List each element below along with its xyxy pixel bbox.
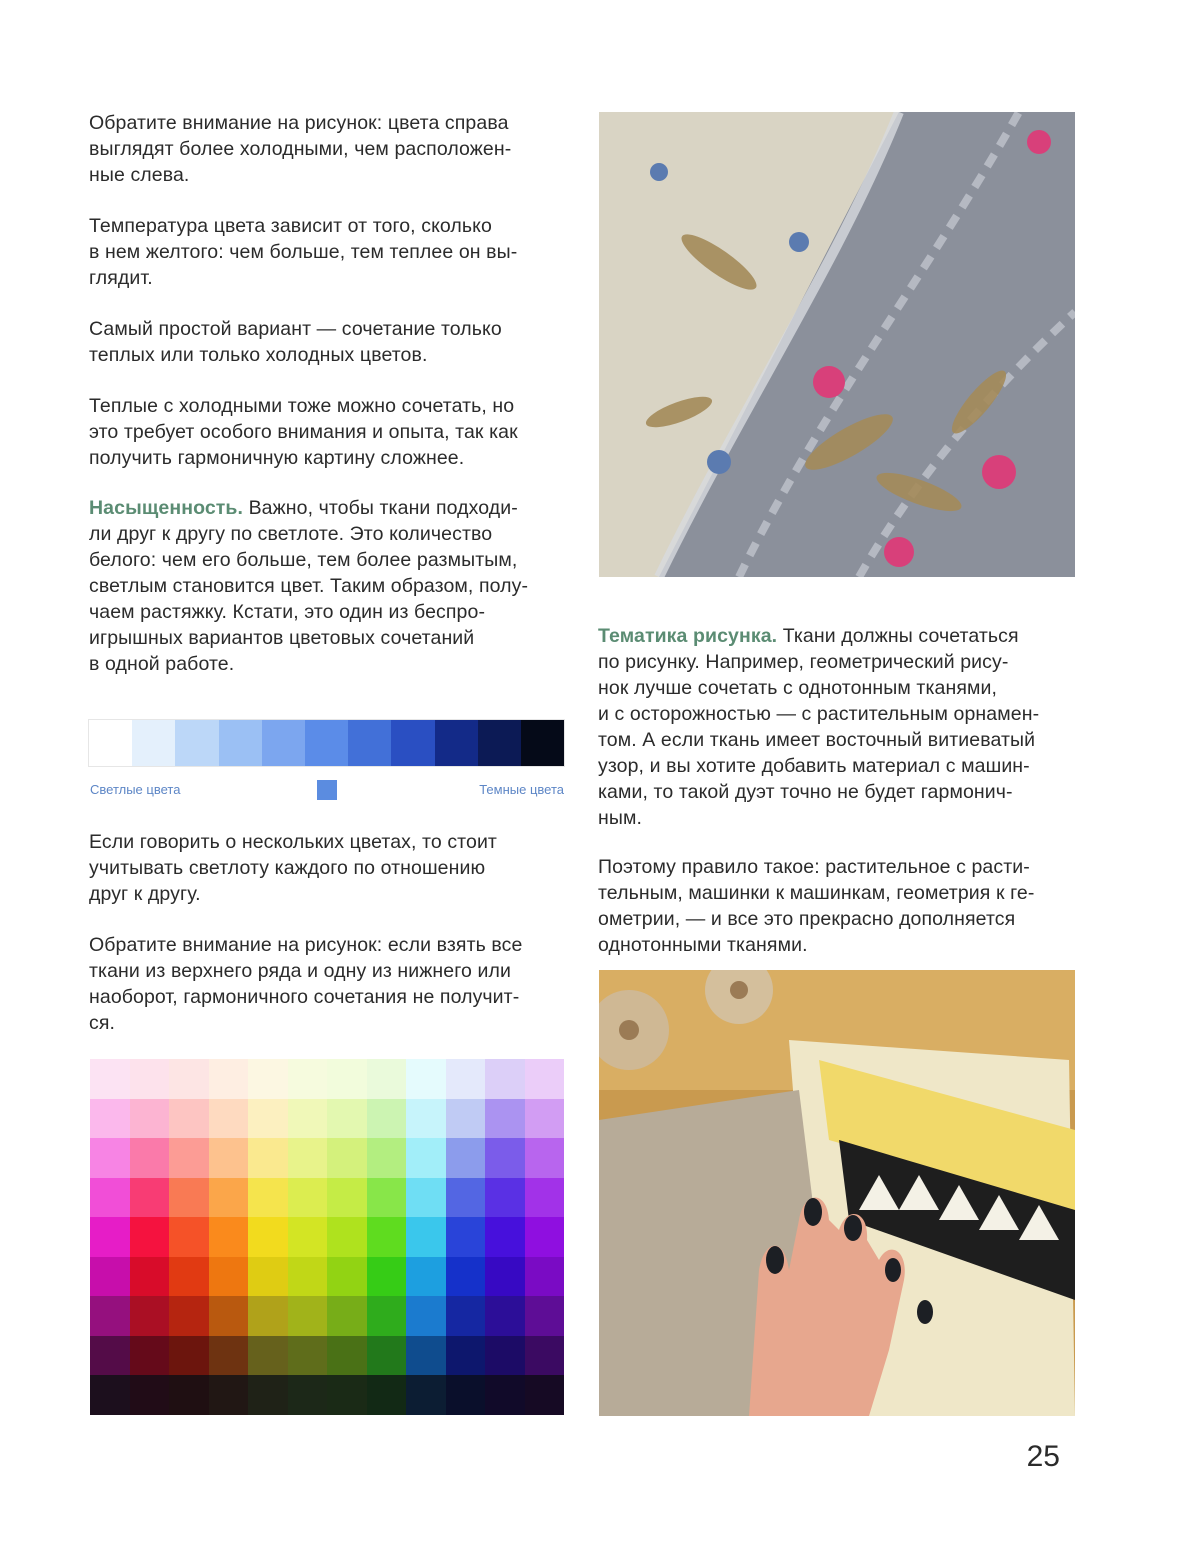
grid-cell	[90, 1138, 130, 1178]
grid-cell	[327, 1099, 367, 1139]
scale-label-light: Светлые цвета	[90, 782, 181, 797]
grid-cell	[406, 1059, 446, 1099]
grid-cell	[288, 1217, 328, 1257]
grid-cell	[248, 1138, 288, 1178]
pattern-theme-text: Ткани должны сочетаться по рисунку. Например, геометрический рису- нок лучше сочетать с однотонным тканями, и с осторожностью — с растительным орнамен- том. А если ткань имеет восточный витиеватый узор, и вы хотите добавить материал с машин- ками, то такой дуэт точно не будет гармонич- ным.	[598, 625, 1040, 829]
scale-swatch	[305, 720, 348, 766]
grid-cell	[248, 1375, 288, 1415]
grid-cell	[327, 1296, 367, 1336]
grid-cell	[446, 1099, 486, 1139]
grid-cell	[327, 1375, 367, 1415]
scale-swatch	[478, 720, 521, 766]
paragraph-color-temperature-intro: Обратите внимание на рисунок: цвета справа выглядят более холодными, чем расположен- ные слева.	[89, 112, 512, 186]
grid-cell	[525, 1257, 565, 1297]
grid-cell	[90, 1296, 130, 1336]
grid-cell	[288, 1375, 328, 1415]
grid-cell	[406, 1257, 446, 1297]
scale-marker-swatch	[317, 780, 337, 800]
grid-cell	[169, 1178, 209, 1218]
grid-cell	[288, 1099, 328, 1139]
grid-cell	[327, 1138, 367, 1178]
grid-cell	[209, 1178, 249, 1218]
floral-fabric-photo	[599, 112, 1075, 577]
scale-swatch	[435, 720, 478, 766]
grid-cell	[525, 1059, 565, 1099]
grid-cell	[130, 1336, 170, 1376]
grid-cell	[485, 1178, 525, 1218]
grid-cell	[248, 1217, 288, 1257]
grid-cell	[485, 1138, 525, 1178]
grid-cell	[446, 1375, 486, 1415]
grid-cell	[248, 1336, 288, 1376]
grid-cell	[367, 1375, 407, 1415]
saturation-text: Важно, чтобы ткани подходи- ли друг к другу по светлоте. Это количество белого: чем его больше, тем более размытым, светлым становится цвет. Таким образом, полу- чаем растяжку. Кстати, это один из беспро- игрышных вариантов цветовых сочетаний в одной работе.	[89, 497, 529, 675]
scale-swatch	[348, 720, 391, 766]
pattern-theme-heading: Тематика рисунка.	[598, 625, 778, 647]
grid-cell	[485, 1296, 525, 1336]
grid-cell	[248, 1257, 288, 1297]
scale-swatch	[262, 720, 305, 766]
grid-cell	[327, 1336, 367, 1376]
paragraph-color-temperature-yellow: Температура цвета зависит от того, сколько в нем желтого: чем больше, тем теплее он вы- глядит.	[89, 215, 518, 289]
fabric-swatches-image	[599, 970, 1075, 1416]
grid-cell	[288, 1336, 328, 1376]
grid-cell	[485, 1099, 525, 1139]
grid-cell	[90, 1178, 130, 1218]
grid-cell	[248, 1178, 288, 1218]
grid-cell	[90, 1217, 130, 1257]
grid-cell	[406, 1296, 446, 1336]
grid-cell	[367, 1059, 407, 1099]
scale-swatch	[391, 720, 434, 766]
grid-cell	[209, 1099, 249, 1139]
grid-cell	[288, 1178, 328, 1218]
grid-cell	[209, 1217, 249, 1257]
grid-cell	[169, 1336, 209, 1376]
grid-cell	[406, 1375, 446, 1415]
grid-cell	[446, 1178, 486, 1218]
grid-cell	[446, 1059, 486, 1099]
grid-cell	[209, 1375, 249, 1415]
paragraph-saturation	[89, 495, 528, 677]
grid-cell	[485, 1059, 525, 1099]
grid-cell	[367, 1217, 407, 1257]
scale-label-dark: Темные цвета	[479, 782, 564, 797]
grid-cell	[90, 1375, 130, 1415]
paragraph-pattern-theme	[598, 623, 1039, 831]
grid-cell	[485, 1217, 525, 1257]
fabric-swatches-photo	[599, 970, 1075, 1416]
grid-cell	[327, 1217, 367, 1257]
grid-cell	[525, 1336, 565, 1376]
grid-cell	[288, 1059, 328, 1099]
grid-cell	[288, 1138, 328, 1178]
grid-cell	[406, 1336, 446, 1376]
grid-cell	[169, 1059, 209, 1099]
grid-cell	[525, 1099, 565, 1139]
grid-cell	[169, 1138, 209, 1178]
grid-cell	[485, 1375, 525, 1415]
saturation-heading: Насыщенность.	[89, 497, 244, 519]
grid-cell	[209, 1059, 249, 1099]
grid-cell	[446, 1138, 486, 1178]
grid-cell	[248, 1059, 288, 1099]
grid-cell	[169, 1099, 209, 1139]
scale-swatch	[175, 720, 218, 766]
grid-cell	[446, 1336, 486, 1376]
grid-cell	[130, 1296, 170, 1336]
grid-cell	[90, 1059, 130, 1099]
grid-cell	[406, 1217, 446, 1257]
grid-cell	[525, 1178, 565, 1218]
grid-cell	[367, 1257, 407, 1297]
grid-cell	[130, 1217, 170, 1257]
grid-cell	[209, 1296, 249, 1336]
grid-cell	[525, 1138, 565, 1178]
grid-cell	[130, 1099, 170, 1139]
grid-cell	[446, 1257, 486, 1297]
grid-cell	[327, 1059, 367, 1099]
grid-cell	[248, 1296, 288, 1336]
grid-cell	[525, 1296, 565, 1336]
lightness-scale	[89, 720, 564, 766]
grid-cell	[406, 1138, 446, 1178]
grid-cell	[209, 1138, 249, 1178]
page-number: 25	[1026, 1440, 1060, 1473]
scale-swatch	[132, 720, 175, 766]
grid-cell	[406, 1178, 446, 1218]
grid-cell	[209, 1336, 249, 1376]
scale-swatch	[219, 720, 262, 766]
paragraph-grid-note: Обратите внимание на рисунок: если взять все ткани из верхнего ряда и одну из нижнего или наоборот, гармоничного сочетания не получит- ся.	[89, 934, 523, 1034]
grid-cell	[90, 1257, 130, 1297]
grid-cell	[209, 1257, 249, 1297]
grid-cell	[367, 1099, 407, 1139]
grid-cell	[288, 1296, 328, 1336]
grid-cell	[130, 1138, 170, 1178]
scale-swatch	[89, 720, 132, 766]
paragraph-several-colors: Если говорить о нескольких цветах, то стоит учитывать светлоту каждого по отношению друг к другу.	[89, 831, 497, 905]
grid-cell	[367, 1296, 407, 1336]
paragraph-pattern-rule: Поэтому правило такое: растительное с расти- тельным, машинки к машинкам, геометрия к ге- ометрии, — и все это прекрасно дополняется однотонными тканями.	[598, 856, 1035, 956]
grid-cell	[169, 1257, 209, 1297]
grid-cell	[90, 1099, 130, 1139]
grid-cell	[327, 1178, 367, 1218]
grid-cell	[169, 1375, 209, 1415]
grid-cell	[130, 1257, 170, 1297]
grid-cell	[288, 1257, 328, 1297]
grid-cell	[525, 1375, 565, 1415]
grid-cell	[406, 1099, 446, 1139]
grid-cell	[248, 1099, 288, 1139]
paragraph-warm-cold-combination: Теплые с холодными тоже можно сочетать, но это требует особого внимания и опыта, так как получить гармоничную картину сложнее.	[89, 395, 518, 469]
grid-cell	[367, 1178, 407, 1218]
grid-cell	[169, 1217, 209, 1257]
grid-cell	[130, 1059, 170, 1099]
grid-cell	[130, 1178, 170, 1218]
grid-cell	[90, 1336, 130, 1376]
grid-cell	[446, 1296, 486, 1336]
grid-cell	[130, 1375, 170, 1415]
color-grid-chart	[90, 1059, 564, 1415]
grid-cell	[446, 1217, 486, 1257]
grid-cell	[169, 1296, 209, 1336]
grid-cell	[367, 1138, 407, 1178]
grid-cell	[367, 1336, 407, 1376]
grid-cell	[485, 1257, 525, 1297]
grid-cell	[485, 1336, 525, 1376]
grid-cell	[525, 1217, 565, 1257]
floral-fabric-image	[599, 112, 1075, 577]
scale-swatch	[521, 720, 564, 766]
grid-cell	[327, 1257, 367, 1297]
paragraph-simple-variant: Самый простой вариант — сочетание только теплых или только холодных цветов.	[89, 318, 502, 366]
